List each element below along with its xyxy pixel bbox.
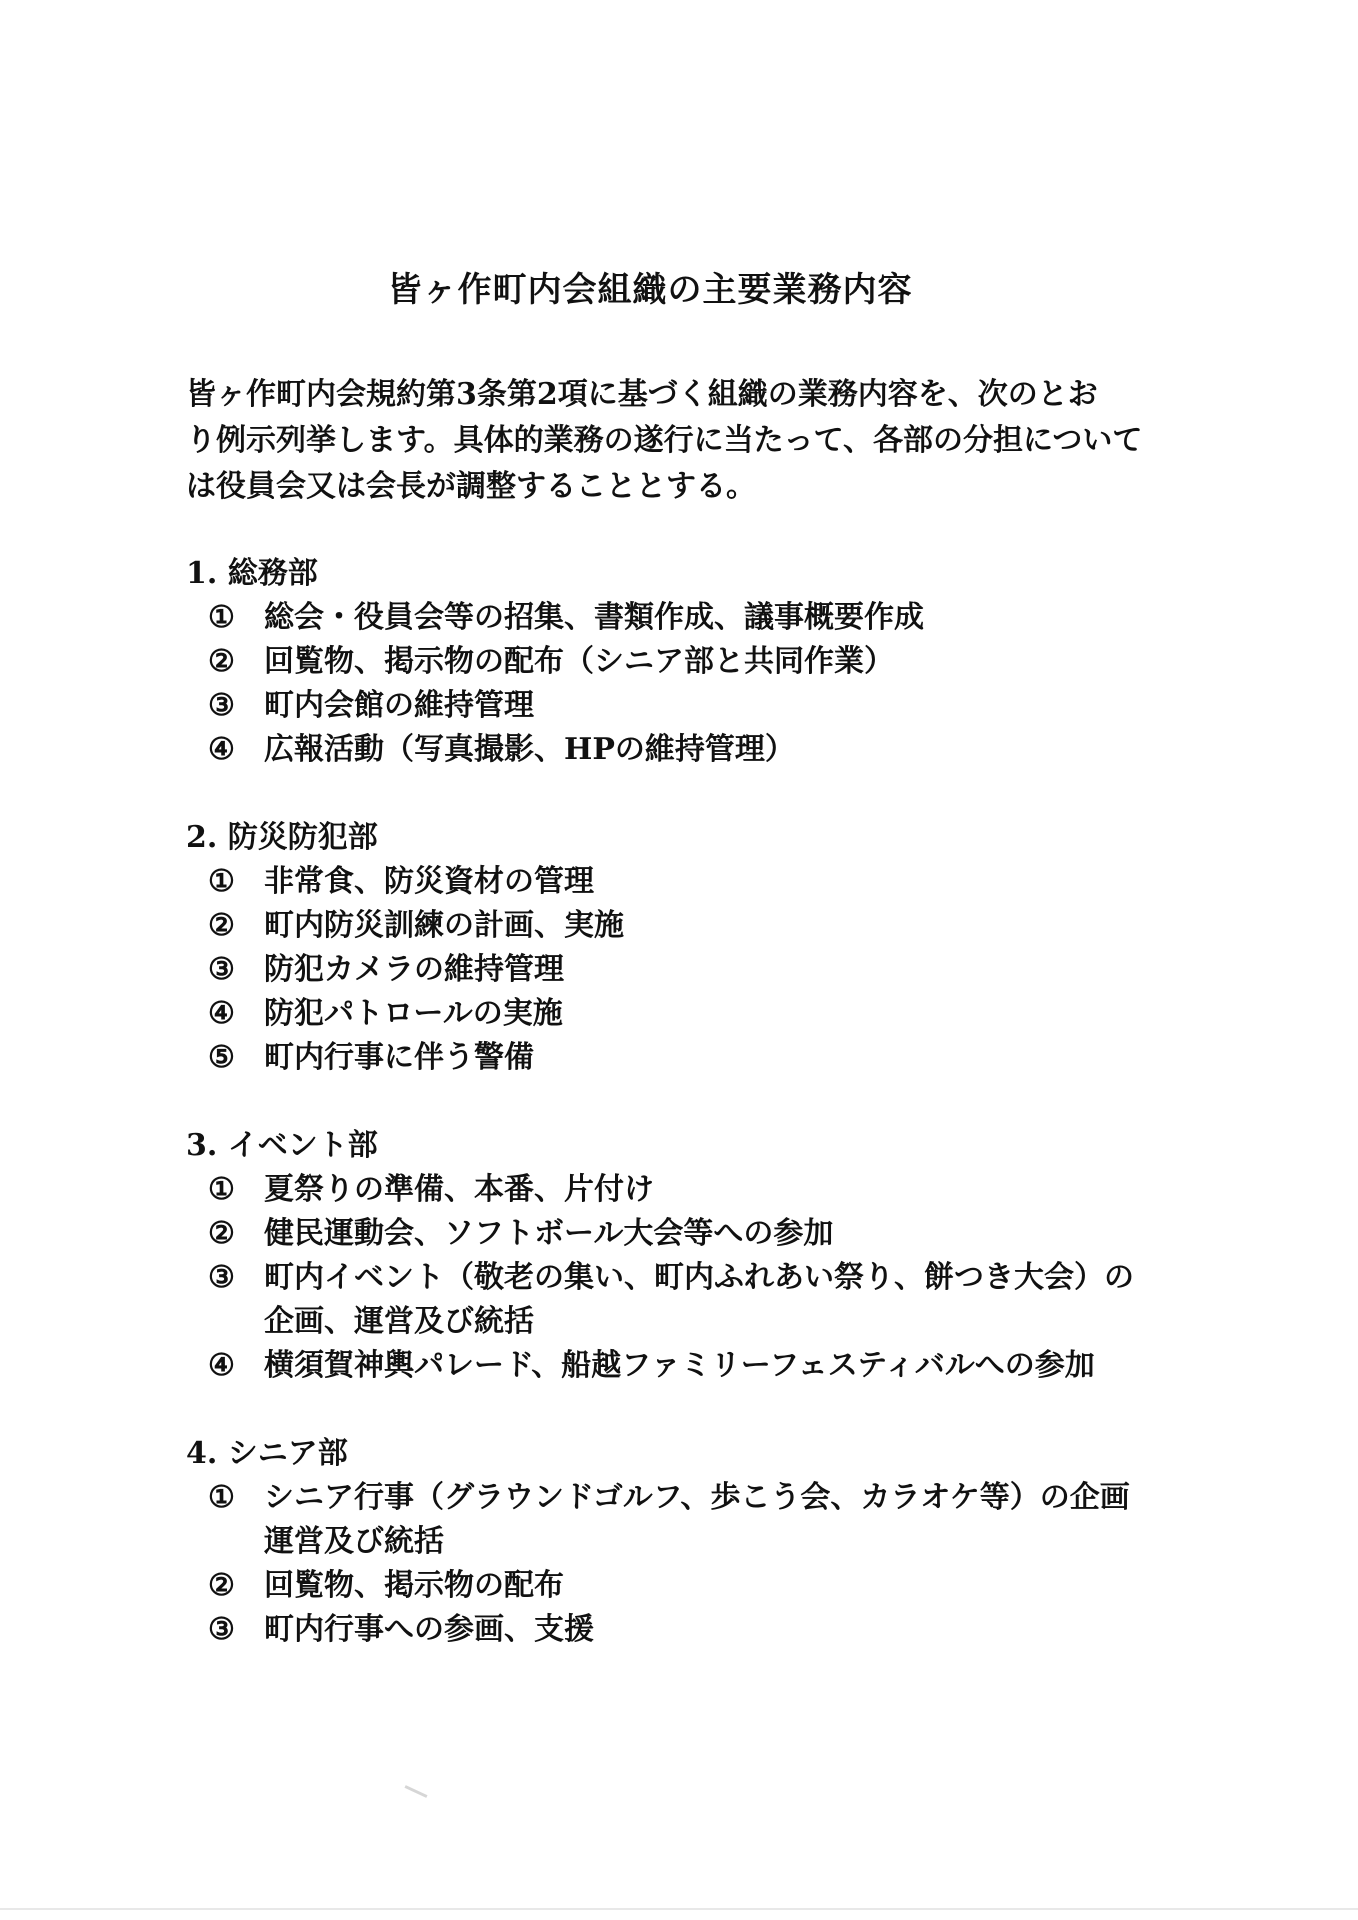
item-text: 町内防災訓練の計画、実施: [264, 908, 624, 943]
item-number: ①: [208, 864, 235, 899]
list-item: [186, 1476, 1146, 1564]
list-item: [186, 1168, 1146, 1212]
item-text: 防犯カメラの維持管理: [264, 952, 564, 987]
item-number: ③: [208, 1260, 235, 1295]
item-number: ③: [208, 952, 235, 987]
item-text: 総会・役員会等の招集、書類作成、議事概要作成: [264, 600, 924, 635]
list-item: [186, 904, 1146, 948]
list-item: [186, 1256, 1146, 1344]
item-text: 町内行事への参画、支援: [264, 1612, 594, 1647]
document-title: 皆ヶ作町内会組織の主要業務内容: [387, 270, 913, 310]
list-item: [186, 684, 1146, 728]
item-number: ③: [208, 688, 235, 723]
intro-line: り例示列挙します。具体的業務の遂行に当たって、各部の分担について: [186, 423, 1143, 458]
list-item: [186, 992, 1146, 1036]
item-number: ④: [208, 996, 235, 1031]
list-item: [186, 1564, 1146, 1608]
item-text: 健民運動会、ソフトボール大会等への参加: [264, 1216, 834, 1251]
list-item: [186, 1608, 1146, 1652]
item-number: ⑤: [208, 1040, 235, 1075]
section-heading: 3. イベント部: [186, 1128, 378, 1163]
section-events: [186, 1124, 1146, 1388]
section-heading: 2. 防災防犯部: [186, 820, 378, 855]
item-number: ②: [208, 1568, 235, 1603]
section-general-affairs: [186, 552, 1146, 772]
item-number: ②: [208, 644, 235, 679]
section-seniors: [186, 1432, 1146, 1652]
item-number: ④: [208, 732, 235, 767]
list-item: [186, 728, 1146, 772]
item-text: 回覧物、掲示物の配布: [264, 1568, 564, 1603]
section-disaster-crime-prevention: [186, 816, 1146, 1080]
list-item: [186, 1344, 1146, 1388]
item-text: 夏祭りの準備、本番、片付け: [264, 1172, 654, 1207]
section-heading: 1. 総務部: [186, 556, 318, 591]
item-number: ④: [208, 1348, 235, 1383]
item-text: 回覧物、掲示物の配布（シニア部と共同作業）: [264, 644, 894, 679]
list-item: [186, 948, 1146, 992]
item-number: ①: [208, 1480, 235, 1515]
item-text: 非常食、防災資材の管理: [264, 864, 594, 899]
item-number: ②: [208, 908, 235, 943]
item-text: シニア行事（グラウンドゴルフ、歩こう会、カラオケ等）の企画運営及び統括: [264, 1480, 1130, 1559]
list-item: [186, 596, 1146, 640]
item-number: ②: [208, 1216, 235, 1251]
list-item: [186, 640, 1146, 684]
list-item: [186, 1036, 1146, 1080]
list-item: [186, 860, 1146, 904]
item-text: 町内行事に伴う警備: [264, 1040, 534, 1075]
item-text: 町内イベント（敬老の集い、町内ふれあい祭り、餅つき大会）の企画、運営及び統括: [264, 1260, 1134, 1339]
item-text: 町内会館の維持管理: [264, 688, 534, 723]
item-text: 横須賀神輿パレード、船越ファミリーフェスティバルへの参加: [264, 1348, 1095, 1383]
intro-line: 皆ヶ作町内会規約第3条第2項に基づく組織の業務内容を、次のとお: [186, 377, 1098, 412]
item-number: ③: [208, 1612, 235, 1647]
item-number: ①: [208, 1172, 235, 1207]
item-text: 広報活動（写真撮影、HPの維持管理）: [264, 732, 795, 767]
item-number: ①: [208, 600, 235, 635]
scan-artifact: [404, 1785, 427, 1798]
list-item: [186, 1212, 1146, 1256]
scan-edge-line: [0, 1908, 1358, 1910]
intro-paragraph: [186, 372, 1146, 510]
intro-line: は役員会又は会長が調整することとする。: [186, 469, 756, 504]
item-text: 防犯パトロールの実施: [264, 996, 563, 1031]
section-heading: 4. シニア部: [186, 1436, 348, 1471]
